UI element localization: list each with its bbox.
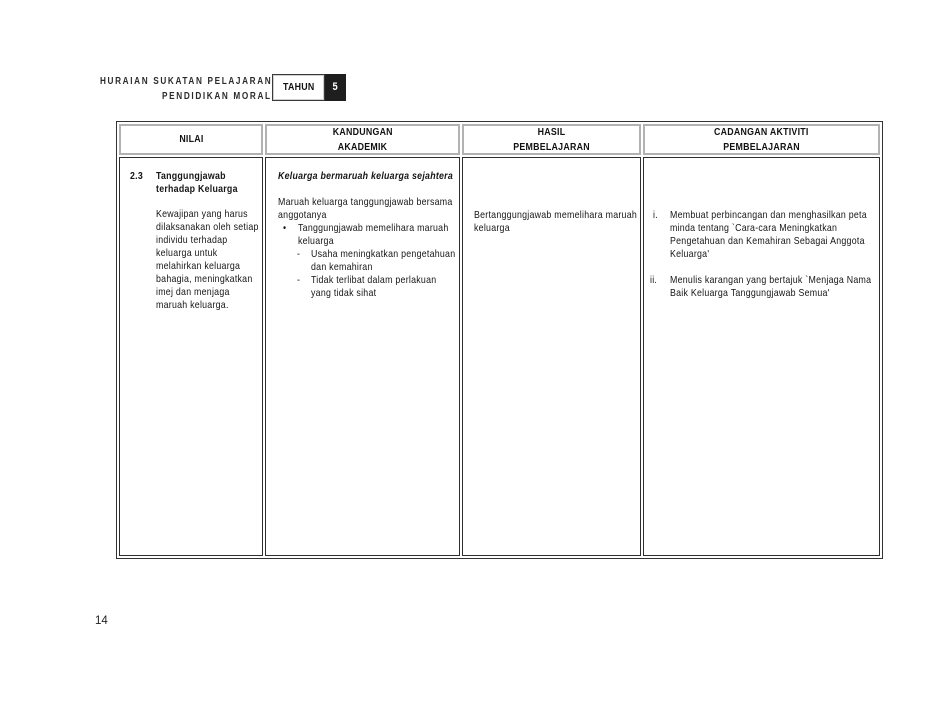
column-header-line: HASIL <box>537 125 566 138</box>
activity-item <box>670 274 871 300</box>
bullet-point-line: Tanggungjawab memelihara maruah <box>298 222 449 234</box>
subject-title: PENDIDIKAN MORAL <box>162 91 272 102</box>
activity-line: Membuat perbincangan dan menghasilkan peta <box>670 209 867 221</box>
activity-line: minda tentang `Cara-cara Meningkatkan <box>670 222 838 234</box>
sub-point-line: Usaha meningkatkan pengetahuan <box>311 248 456 260</box>
activity-item <box>670 209 867 261</box>
syllabus-title: HURAIAN SUKATAN PELAJARAN <box>100 76 273 87</box>
sub-point <box>311 274 436 300</box>
cadangan-aktiviti-cell <box>643 157 880 556</box>
activity-marker: ii. <box>650 274 658 286</box>
column-header-text <box>464 126 639 153</box>
column-header-hasil-pembelajaran <box>462 124 641 155</box>
description-line: imej dan menjaga <box>156 286 230 298</box>
description-line: bahagia, meningkatkan <box>156 273 253 285</box>
description-line: individu terhadap <box>156 234 228 246</box>
content-intro <box>278 196 453 222</box>
description-line: Kewajipan yang harus <box>156 208 248 220</box>
dash-marker: - <box>297 274 301 286</box>
description-line: melahirkan keluarga <box>156 260 241 272</box>
value-title <box>156 170 238 196</box>
column-header-text <box>267 126 458 153</box>
column-header-text <box>121 126 261 153</box>
column-header-line: PEMBELAJARAN <box>723 140 800 153</box>
bullet-point <box>298 222 448 248</box>
activity-line: Menulis karangan yang bertajuk `Menjaga Nama <box>670 274 872 286</box>
column-header-text <box>645 126 878 153</box>
value-title-line: Tanggungjawab <box>156 170 226 182</box>
bullet-point-line: keluarga <box>298 235 334 247</box>
learning-outcome-line: Bertanggungjawab memelihara maruah <box>474 209 638 221</box>
column-header-nilai <box>119 124 263 155</box>
bullet-icon: • <box>283 222 287 234</box>
page-number: 14 <box>95 615 108 627</box>
kandungan-akademik-cell <box>265 157 460 556</box>
value-number: 2.3 <box>130 170 144 182</box>
value-description <box>156 208 259 312</box>
activity-marker: i. <box>653 209 658 221</box>
sub-point-line: yang tidak sihat <box>311 287 377 299</box>
column-header-line: PEMBELAJARAN <box>513 140 590 153</box>
syllabus-table <box>116 121 883 559</box>
description-line: maruah keluarga. <box>156 299 229 311</box>
content-heading: Keluarga bermaruah keluarga sejahtera <box>278 170 454 182</box>
sub-point-line: dan kemahiran <box>311 261 373 273</box>
year-value-box <box>325 74 346 101</box>
learning-outcome-line: keluarga <box>474 222 510 234</box>
year-label-box <box>272 74 325 101</box>
value-title-line: terhadap Keluarga <box>156 183 238 195</box>
column-header-cadangan-aktiviti <box>643 124 880 155</box>
nilai-cell <box>119 157 263 556</box>
sub-point-line: Tidak terlibat dalam perlakuan <box>311 274 437 286</box>
description-line: dilaksanakan oleh setiap <box>156 221 259 233</box>
learning-outcome <box>474 209 637 235</box>
column-header-line: CADANGAN AKTIVITI <box>714 125 809 138</box>
column-header-line: KANDUNGAN <box>332 125 393 138</box>
activity-line: Pengetahuan dan Kemahiran Sebagai Anggota <box>670 235 865 247</box>
description-line: keluarga untuk <box>156 247 218 259</box>
content-intro-line: Maruah keluarga tanggungjawab bersama <box>278 196 453 208</box>
dash-marker: - <box>297 248 301 260</box>
column-header-line: AKADEMIK <box>337 140 388 153</box>
activity-line: Baik Keluarga Tanggungjawab Semua' <box>670 287 830 299</box>
activity-line: Keluarga' <box>670 248 710 260</box>
sub-point <box>311 248 455 274</box>
content-intro-line: anggotanya <box>278 209 327 221</box>
year-value: 5 <box>332 81 339 93</box>
column-header-kandungan-akademik <box>265 124 460 155</box>
column-header-line: NILAI <box>178 133 204 145</box>
hasil-pembelajaran-cell <box>462 157 641 556</box>
year-label: TAHUN <box>282 81 315 93</box>
